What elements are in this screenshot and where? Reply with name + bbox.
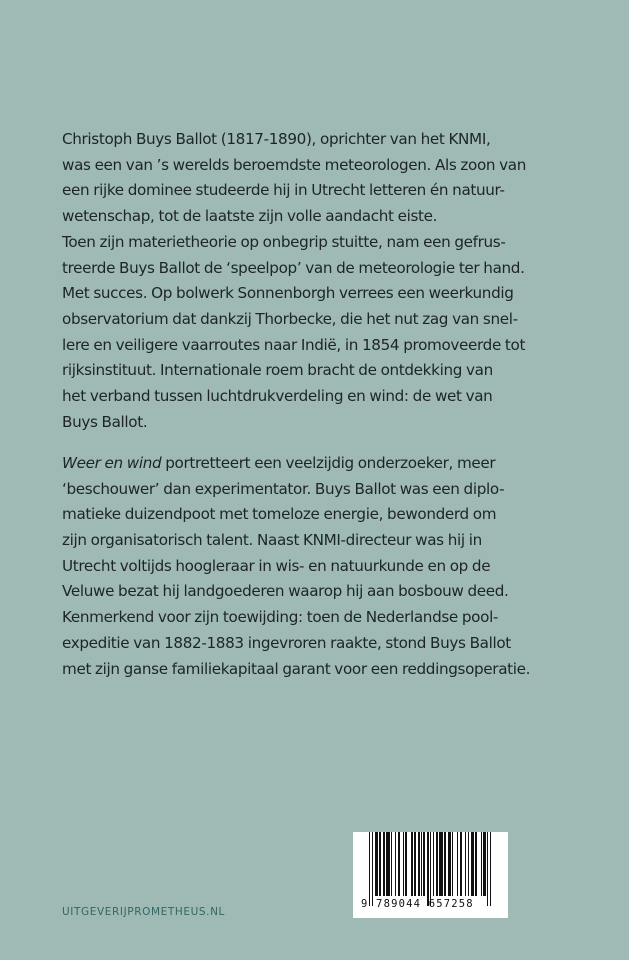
text-line: treerde Buys Ballot de ‘speelpop’ van de meteorologie ter hand. xyxy=(62,258,525,277)
blurb-paragraph-1 xyxy=(62,127,622,435)
text-line: matieke duizendpoot met tomeloze energie, bewonderd om xyxy=(62,505,497,524)
book-title-italic: Weer en wind xyxy=(62,453,162,472)
text-line: expeditie van 1882-1883 ingevroren raakte, stond Buys Ballot xyxy=(62,633,511,652)
barcode-digits: 9 789044 657258 xyxy=(361,898,474,910)
text-line: wetenschap, tot de laatste zijn volle aandacht eiste. xyxy=(62,207,438,226)
barcode-bars xyxy=(369,832,491,906)
isbn-barcode xyxy=(353,832,508,918)
text-line: was een van ’s werelds beroemdste meteorologen. Als zoon van xyxy=(62,155,527,174)
text-line: Utrecht voltijds hoogleraar in wis- en natuurkunde en op de xyxy=(62,556,491,575)
text-line: Buys Ballot. xyxy=(62,412,148,431)
blurb-paragraph-2 xyxy=(62,451,622,682)
text-line: met zijn ganse familiekapitaal garant voor een reddingsoperatie. xyxy=(62,659,531,678)
text-line: Toen zijn materietheorie op onbegrip stuitte, nam een gefrus- xyxy=(62,232,506,251)
text-line: observatorium dat dankzij Thorbecke, die het nut zag van snel- xyxy=(62,309,518,328)
text-line: lere en veiligere vaarroutes naar Indië, in 1854 promoveerde tot xyxy=(62,335,526,354)
text-fragment: portretteert een veelzijdig onderzoeker, meer xyxy=(161,453,496,472)
text-line: zijn organisatorisch talent. Naast KNMI-directeur was hij in xyxy=(62,531,482,550)
blurb-text xyxy=(62,127,622,682)
text-line: rijksinstituut. Internationale roem bracht de ontdekking van xyxy=(62,361,493,380)
text-line xyxy=(62,451,622,477)
text-line: Met succes. Op bolwerk Sonnenborgh verrees een weerkundig xyxy=(62,284,514,303)
text-line: het verband tussen luchtdrukverdeling en wind: de wet van xyxy=(62,387,493,406)
text-line: Veluwe bezat hij landgoederen waarop hij aan bosbouw deed. xyxy=(62,582,509,601)
text-line: een rijke dominee studeerde hij in Utrecht letteren én natuur- xyxy=(62,181,505,200)
text-line: Kenmerkend voor zijn toewijding: toen de Nederlandse pool- xyxy=(62,608,499,627)
publisher-url: UITGEVERIJPROMETHEUS.NL xyxy=(62,906,225,918)
text-line: ‘beschouwer’ dan experimentator. Buys Ballot was een diplo- xyxy=(62,479,505,498)
text-line: Christoph Buys Ballot (1817-1890), oprichter van het KNMI, xyxy=(62,130,491,148)
